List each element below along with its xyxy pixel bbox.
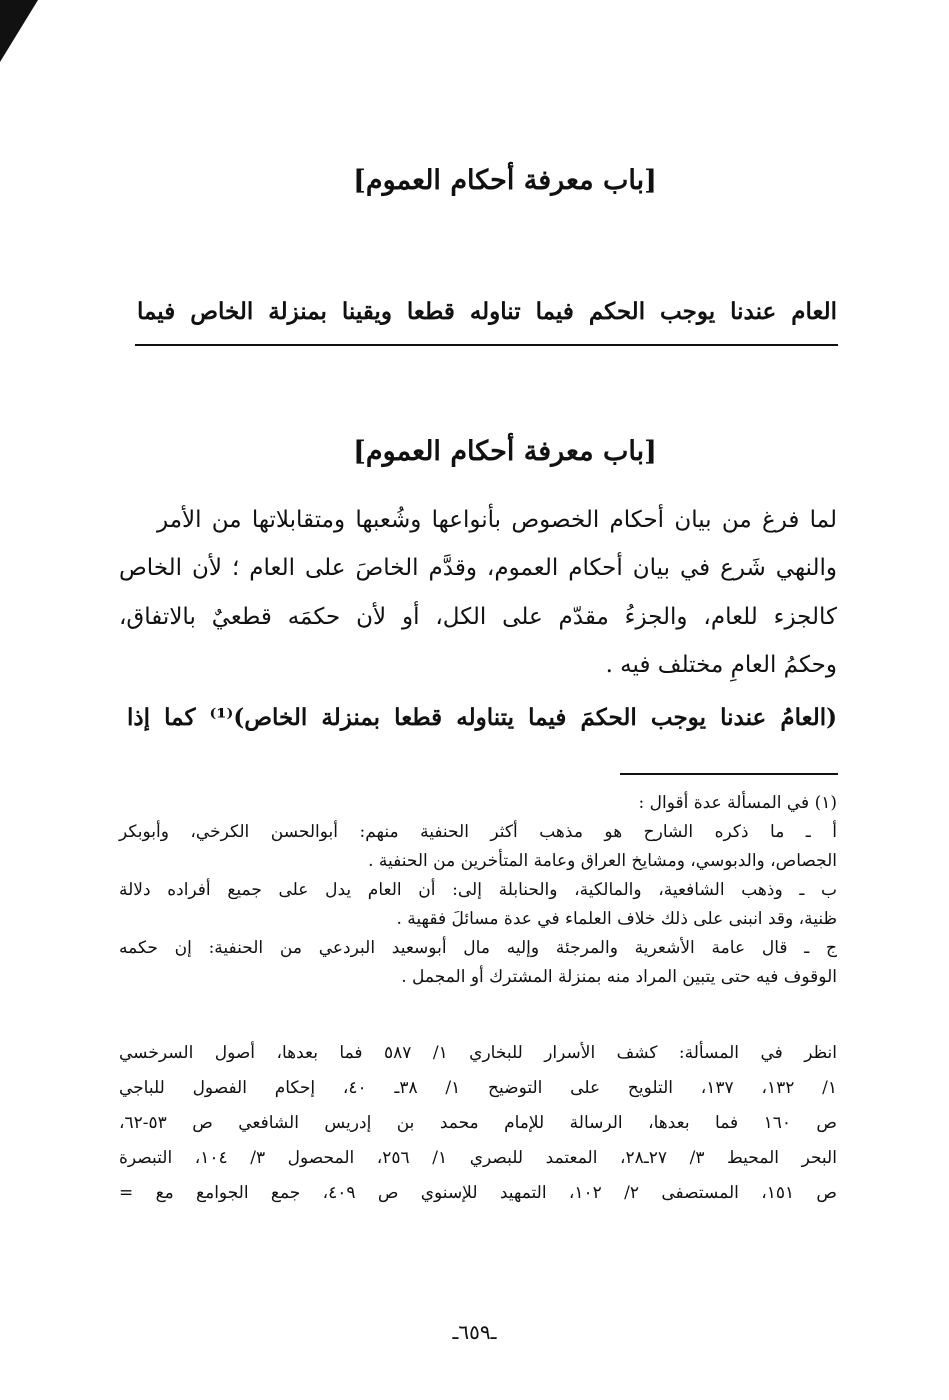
chapter-title-top: [باب معرفة أحكام العموم] — [353, 165, 657, 196]
footnote-line: انظر في المسألة: كشف الأسرار للبخاري ١/ ٥٨٧ فما بعدها، أصول السرخسي — [119, 1043, 837, 1063]
scan-corner-mark — [0, 0, 38, 62]
footnote-line: ج ـ قال عامة الأشعرية والمرجئة وإليه مال أبوسعيد البردعي من الحنفية: إن حكمه — [119, 938, 837, 958]
matn-line: العام عندنا يوجب الحكم فيما تناوله قطعا ويقينا بمنزلة الخاص فيما — [137, 298, 837, 325]
paragraph-line: لما فرغ من بيان أحكام الخصوص بأنواعها وشُعبها ومتقابلاتها من الأمر — [157, 507, 837, 533]
footnote-line: ب ـ وذهب الشافعية، والمالكية، والحنابلة إلى: أن العام يدل على جميع أفراده دلالة — [119, 880, 837, 900]
paragraph-line: كالجزء للعام، والجزءُ مقدّم على الكل، أو لأن حكمَه قطعيٌ بالاتفاق، — [119, 604, 837, 630]
paragraph-line: والنهي شَرع في بيان أحكام العموم، وقدَّم الخاصَ على العام ؛ لأن الخاص — [119, 555, 837, 581]
footnote-line: البحر المحيط ٣/ ٢٧ـ٢٨، المعتمد للبصري ١/ ٢٥٦، المحصول ٣/ ١٠٤، التبصرة — [119, 1148, 837, 1168]
page-number: ـ٦٥٩ـ — [452, 1320, 497, 1344]
quote-line: (العامُ عندنا يوجب الحكمَ فيما يتناوله قطعا بمنزلة الخاص)⁽¹⁾ كما إذا — [127, 704, 837, 731]
section-title: [باب معرفة أحكام العموم] — [353, 436, 657, 467]
footnote-line: ص ١٥١، المستصفى ٢/ ١٠٢، التمهيد للإسنوي ص ٤٠٩، جمع الجوامع مع = — [119, 1183, 837, 1203]
footnote-line: (١) في المسألة عدة أقوال : — [638, 793, 837, 813]
footnote-line: ١/ ١٣٢، ١٣٧، التلويح على التوضيح ١/ ٣٨ـ ٤٠، إحكام الفصول للباجي — [119, 1078, 838, 1098]
footnote-line: الجصاص، والدبوسي، ومشايخ العراق وعامة المتأخرين من الحنفية . — [368, 851, 837, 871]
footnote-line: ص ١٦٠ فما بعدها، الرسالة للإمام محمد بن إدريس الشافعي ص ٥٣-٦٢، — [119, 1113, 837, 1133]
footnote-line: الوقوف فيه حتى يتبين المراد منه بمنزلة المشترك أو المجمل . — [401, 967, 837, 987]
footnote-separator — [620, 773, 838, 775]
footnote-line: أ ـ ما ذكره الشارح هو مذهب أكثر الحنفية منهم: أبوالحسن الكرخي، وأبوبكر — [119, 822, 837, 842]
paragraph-line: وحكمُ العامِ مختلف فيه . — [605, 652, 837, 678]
matn-divider — [135, 344, 838, 346]
footnote-line: ظنية، وقد انبنى على ذلك خلاف العلماء في عدة مسائلَ فقهية . — [396, 909, 837, 929]
